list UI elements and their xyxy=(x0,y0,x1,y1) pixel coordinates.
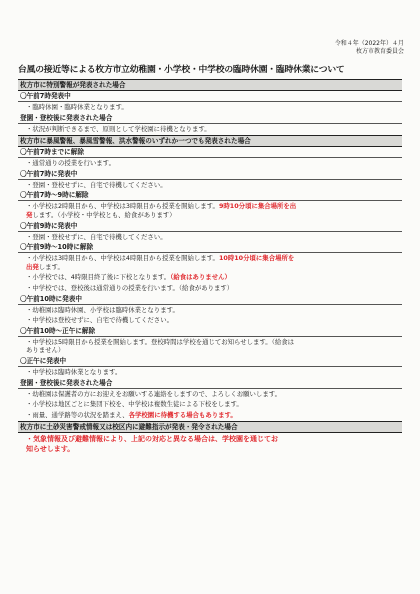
list-item xyxy=(18,337,402,356)
subheading: 〇午前7時に発表中 xyxy=(18,169,402,180)
subheading: 〇正午に発表中 xyxy=(18,356,402,367)
list-item xyxy=(18,253,402,272)
document-body xyxy=(18,78,402,455)
list-item: ・小学校は地区ごとに集団下校を、中学校は複数生徒による下校をします。 xyxy=(26,400,243,409)
list-item: ・登園・登校せずに、自宅で待機してください。 xyxy=(26,232,167,241)
list-item xyxy=(18,410,402,421)
item-text: ありません） xyxy=(26,346,65,355)
list-item: ・中学校では、登校後は通常通りの授業を行います。（給食があります） xyxy=(26,283,234,292)
subheading: 〇午前9時～10時に解除 xyxy=(18,242,402,253)
header-date: 令和４年（2022年）４月 xyxy=(334,40,404,47)
highlight-text: 知らせします。 xyxy=(26,445,75,454)
section-heading-landslide: 枚方市に土砂災害警戒情報又は校区内に避難指示が発表・発令された場合 xyxy=(18,421,402,433)
list-item xyxy=(18,201,402,220)
subheading: 〇午前7時までに解除 xyxy=(18,147,402,158)
item-text: します。（小学校・中学校とも、給食があります） xyxy=(32,210,176,219)
subheading: 〇午前10時に発表中 xyxy=(18,294,402,305)
item-text: ・雨量、通学路等の状況を踏まえ、 xyxy=(26,410,129,419)
list-item: ・状況が判断できるまで、原則として学校園に待機となります。 xyxy=(26,124,211,133)
document-title: 台風の接近等による枚方市立幼稚園・小学校・中学校の臨時休園・臨時休業について xyxy=(18,65,345,75)
highlight-text: 発 xyxy=(26,210,33,219)
subheading: 〇午前7時～9時に解除 xyxy=(18,190,402,201)
list-item: ・幼稚園は保護者の方にお迎えをお願いする連絡をしますので、よろしくお願いします。 xyxy=(26,389,281,398)
list-item: ・中学校は登校せずに、自宅で待機してください。 xyxy=(26,316,173,325)
highlight-text: （給食はありません） xyxy=(170,273,231,282)
subheading: 〇午前9時に発表中 xyxy=(18,221,402,232)
highlight-text: ・気象情報及び避難情報により、上記の対応と異なる場合は、学校園を通じてお xyxy=(26,435,278,444)
item-text: ・小学校は3時限目から、中学校は4時限目から授業を開始します。 xyxy=(26,254,219,263)
subheading: 登園・登校後に発表された場合 xyxy=(18,378,402,389)
list-item: ・通常通りの授業を行います。 xyxy=(26,159,115,168)
subheading: 〇午前10時～正午に解除 xyxy=(18,326,402,337)
header-issuer: 枚方市教育委員会 xyxy=(355,48,404,55)
list-item: ・登園・登校せずに、自宅で待機してください。 xyxy=(26,180,167,189)
item-text: ・小学校では、4時限目終了後に下校となります。 xyxy=(26,273,171,282)
highlight-text: 9時10分頃に集合場所を出 xyxy=(218,202,297,211)
item-text: ・小学校は2時限目から、中学校は3時限目から授業を開始します。 xyxy=(26,202,219,211)
subheading: 〇午前7時発表中 xyxy=(18,91,402,102)
item-text: します。 xyxy=(38,262,64,271)
highlight-text: 10時10分頃に集合場所を xyxy=(218,254,295,263)
document-header xyxy=(335,40,404,56)
list-item xyxy=(18,433,402,455)
subheading: 登園・登校後に発表された場合 xyxy=(18,113,402,124)
list-item: ・臨時休園・臨時休業となります。 xyxy=(26,103,128,111)
highlight-text: 出発 xyxy=(26,262,39,271)
list-item: ・幼稚園は臨時休園、小学校は臨時休業となります。 xyxy=(26,305,179,314)
highlight-text: 各学校園に待機する場合もあります。 xyxy=(128,410,237,419)
list-item xyxy=(18,272,402,283)
section-heading-special-warning: 枚方市に特別警報が発表された場合 xyxy=(18,79,402,91)
item-text: ・中学校は5時限目から授業を開始します。登校時間は学校を通じてお知らせします。（給食は xyxy=(26,337,295,346)
section-heading-storm-warning: 枚方市に暴風警報、暴風雪警報、洪水警報のいずれか一つでも発表された場合 xyxy=(18,135,402,147)
list-item: ・中学校は臨時休業となります。 xyxy=(26,367,122,376)
